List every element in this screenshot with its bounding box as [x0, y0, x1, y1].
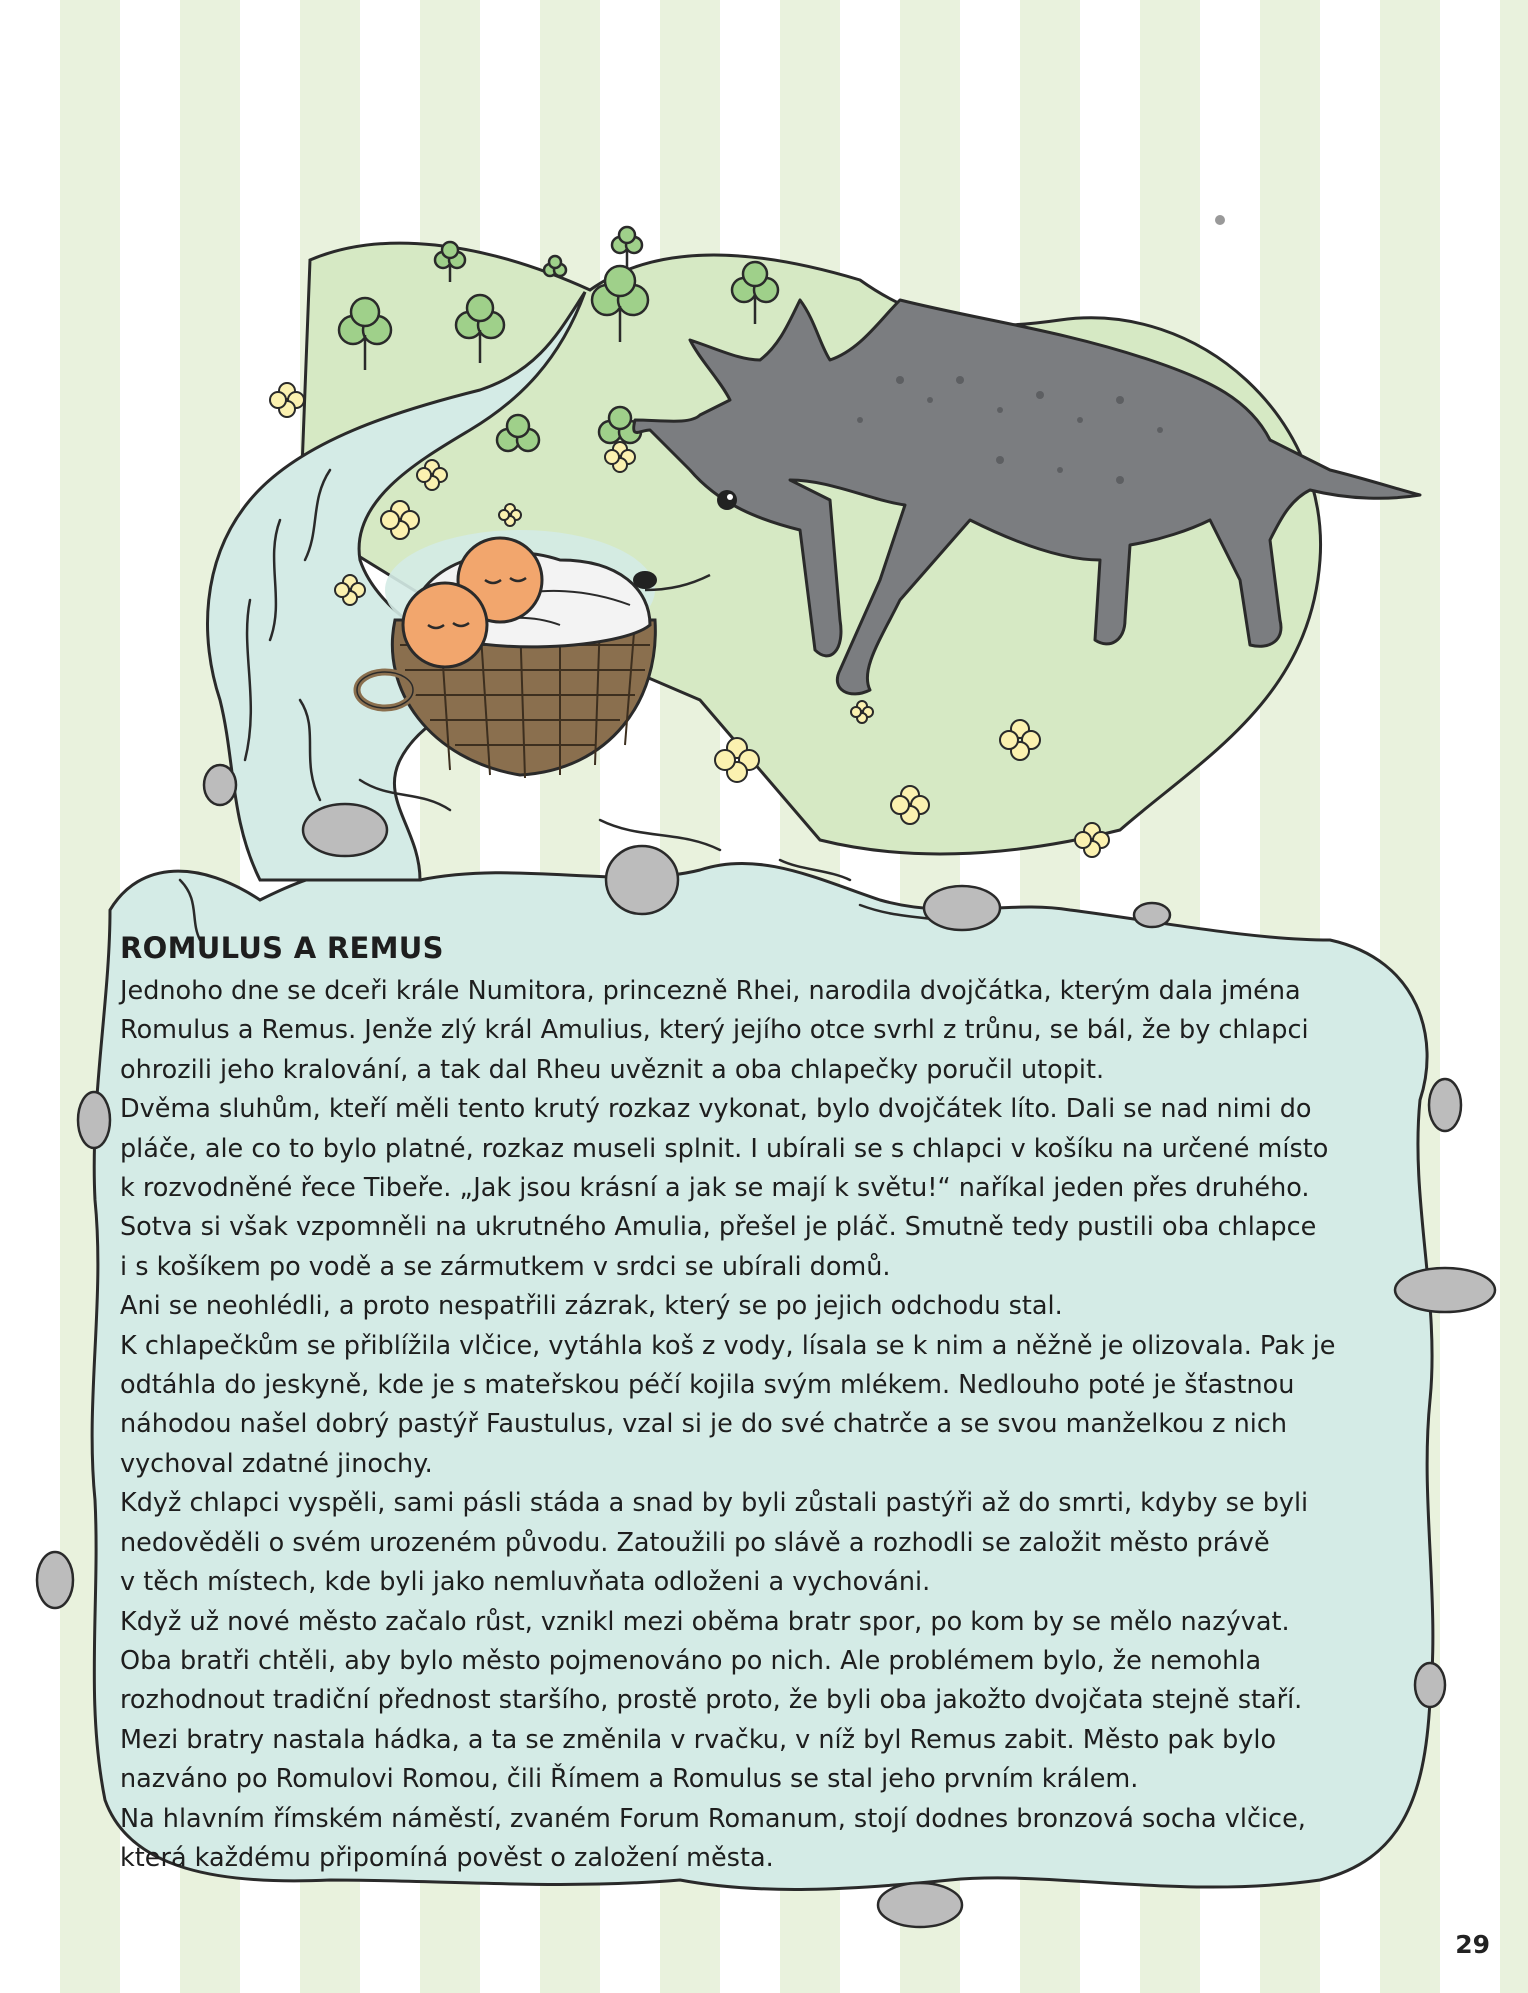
story-paragraph	[120, 1484, 1420, 1602]
story-line: pláče, ale co to bylo platné, rozkaz museli splnit. I ubírali se s chlapci v košíku na určené místo	[120, 1133, 1329, 1164]
river-stone-icon	[1134, 903, 1170, 927]
story-title: ROMULUS A REMUS	[120, 931, 444, 965]
story-line: ohrozili jeho kralování, a tak dal Rheu uvěznit a oba chlapečky poručil utopit.	[120, 1054, 1105, 1085]
story-text-block	[120, 930, 1420, 1878]
wolf-eye	[717, 490, 737, 510]
clover-icon	[612, 227, 642, 267]
story-line: Na hlavním římském náměstí, zvaném Forum Romanum, stojí dodnes bronzová socha vlčice,	[120, 1803, 1306, 1834]
story-paragraph	[120, 1327, 1420, 1485]
story-line: Romulus a Remus. Jenže zlý král Amulius, který jejího otce svrhl z trůnu, se bál, že by chlapci	[120, 1015, 1309, 1046]
river-stone-icon	[606, 846, 678, 914]
story-paragraphs	[120, 972, 1420, 1878]
story-paragraph	[120, 1800, 1420, 1879]
river-stone-icon	[924, 886, 1000, 930]
river-stone-icon	[878, 1883, 962, 1927]
story-line: Když už nové město začalo růst, vznikl mezi oběma bratr spor, po kom by se mělo nazývat.	[120, 1606, 1290, 1637]
flower-icon	[270, 383, 304, 417]
river-stone-icon	[1429, 1079, 1461, 1131]
story-line: Sotva si však vzpomněli na ukrutného Amulia, přešel je pláč. Smutně tedy pustili oba chlapce	[120, 1212, 1317, 1243]
story-line: rozhodnout tradiční přednost staršího, prostě proto, že byli oba jakožto dvojčata stejně staří.	[120, 1685, 1303, 1716]
story-line: nedověděli o svém urozeném původu. Zatoužili po slávě a rozhodli se založit město právě	[120, 1527, 1270, 1558]
river-stone-icon	[204, 765, 236, 805]
wolf-nose	[633, 571, 657, 589]
story-line: v těch místech, kde byli jako nemluvňata odloženi a vychováni.	[120, 1567, 931, 1598]
story-line: K chlapečkům se přiblížila vlčice, vytáhla koš z vody, lísala se k nim a něžně je olizovala. Pak je	[120, 1330, 1336, 1361]
story-line: Oba bratři chtěli, aby bylo město pojmenováno po nich. Ale problémem bylo, že nemohla	[120, 1645, 1262, 1676]
clover-icon	[544, 256, 566, 276]
story-line: k rozvodněné řece Tibeře. „Jak jsou krásní a jak se mají k světu!“ naříkal jeden přes druhého.	[120, 1173, 1310, 1204]
story-line: vychoval zdatné jinochy.	[120, 1448, 433, 1479]
story-line: Ani se neohlédli, a proto nespatřili zázrak, který se po jejich odchodu stal.	[120, 1291, 1063, 1322]
story-paragraph	[120, 1090, 1420, 1287]
story-paragraph	[120, 1287, 1420, 1326]
river-stone-icon	[78, 1092, 110, 1148]
story-line: i s košíkem po vodě a se zármutkem v srdci se ubírali domů.	[120, 1251, 891, 1282]
river-stone-icon	[37, 1552, 73, 1608]
story-line: nazváno po Romulovi Romou, čili Římem a Romulus se stal jeho prvním králem.	[120, 1764, 1139, 1795]
story-line: Když chlapci vyspěli, sami pásli stáda a snad by byli zůstali pastýři až do smrti, kdyby se byli	[120, 1488, 1309, 1519]
story-line: náhodou našel dobrý pastýř Faustulus, vzal si je do své chatrče a se svou manželkou z nich	[120, 1409, 1288, 1440]
page-number: 29	[1455, 1930, 1490, 1959]
story-paragraph	[120, 1603, 1420, 1800]
story-paragraph	[120, 972, 1420, 1090]
dot-decoration	[1215, 215, 1225, 225]
river-stone-icon	[303, 804, 387, 856]
story-line: Jednoho dne se dceři krále Numitora, princezně Rhei, narodila dvojčátka, kterým dala jména	[120, 976, 1301, 1006]
story-line: která každému připomíná pověst o založení města.	[120, 1842, 774, 1873]
story-line: Mezi bratry nastala hádka, a ta se změnila v rvačku, v níž byl Remus zabit. Město pak bylo	[120, 1724, 1277, 1755]
story-line: odtáhla do jeskyně, kde je s mateřskou péčí kojila svým mlékem. Nedlouho poté je šťastnou	[120, 1370, 1295, 1401]
story-line: Dvěma sluhům, kteří měli tento krutý rozkaz vykonat, bylo dvojčátek líto. Dali se nad nimi do	[120, 1094, 1312, 1125]
